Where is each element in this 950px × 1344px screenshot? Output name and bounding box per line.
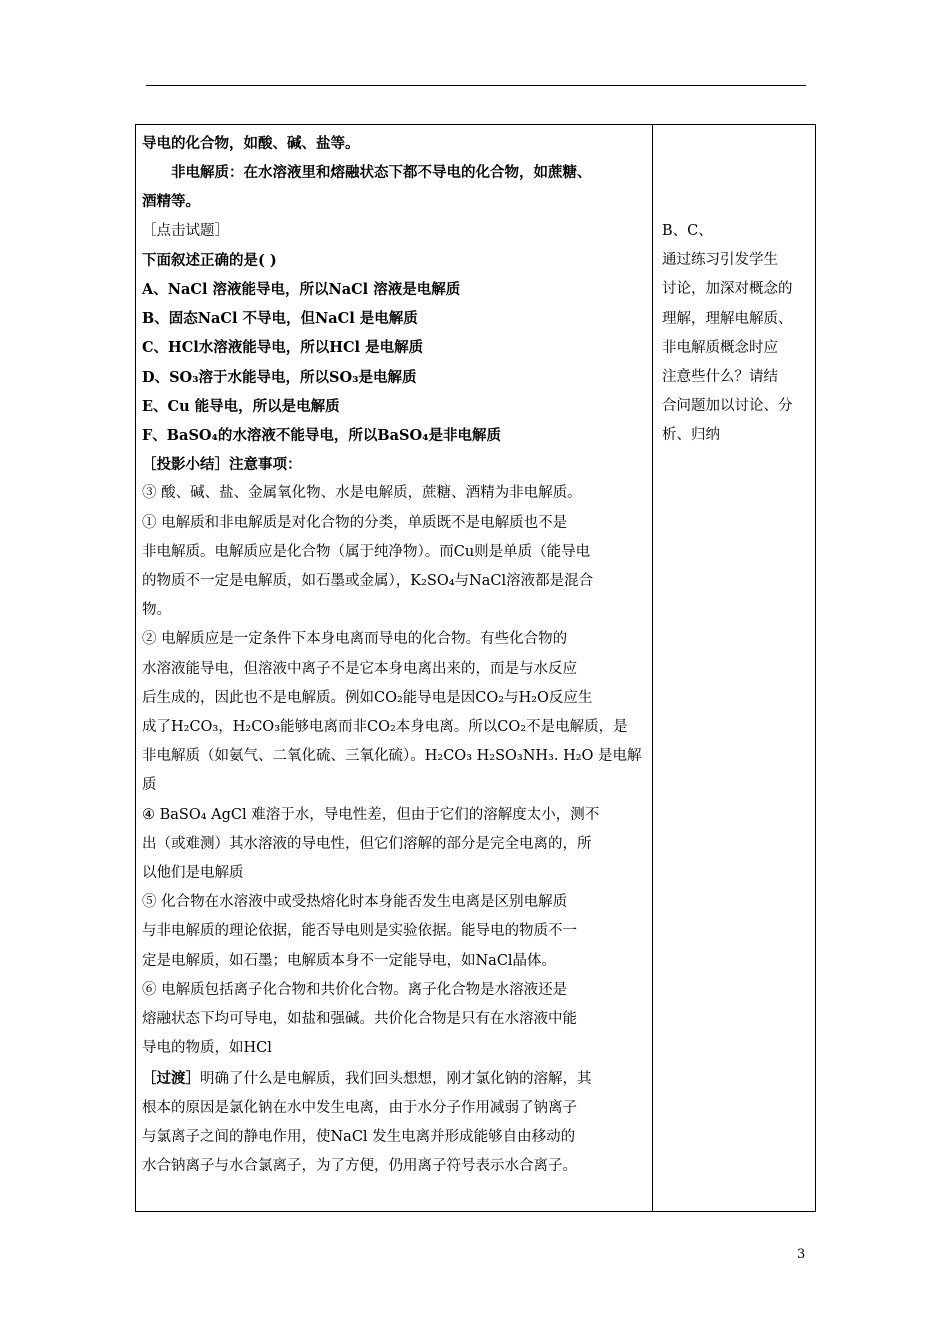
line-text: 明确了什么是电解质，我们回头想想，刚才氯化钠的溶解，其	[200, 1070, 592, 1087]
lesson-table	[135, 124, 816, 1212]
text-line	[142, 246, 646, 275]
line-text: ① 电解质和非电解质是对化合物的分类，单质既不是电解质也不是	[142, 514, 568, 531]
text-line	[142, 187, 646, 216]
text-line	[142, 1064, 646, 1094]
line-text: 水合钠离子与水合氯离子，为了方便，仍用离子符号表示水合离子。	[142, 1158, 577, 1175]
note-line: B、C、	[662, 223, 713, 239]
text-line	[142, 713, 646, 742]
note-line: 非电解质概念时应	[662, 339, 778, 356]
text-line	[142, 625, 646, 654]
text-line	[142, 479, 646, 508]
line-text: 酒精等。	[142, 193, 200, 211]
line-text: 导电的化合物，如酸、碱、盐等。	[142, 135, 360, 152]
line-text: 物。	[142, 602, 171, 619]
text-line	[142, 655, 646, 684]
section-tag: ［过渡］	[142, 1069, 200, 1087]
note-line: 合问题加以讨论、分	[662, 398, 793, 415]
text-line	[142, 947, 646, 976]
text-line	[142, 1005, 646, 1034]
text-line	[142, 158, 646, 187]
line-text: 与氯离子之间的静电作用，使NaCl 发生电离并形成能够自由移动的	[142, 1128, 576, 1145]
text-line	[142, 801, 646, 830]
notes-column	[662, 217, 814, 451]
text-line	[142, 684, 646, 713]
text-line	[142, 976, 646, 1005]
line-text: 非电解质（如氨气、二氧化硫、三氧化硫）。H₂CO₃ H₂SO₃NH₃. H₂O 是电解	[142, 748, 642, 765]
line-text: 根本的原因是氯化钠在水中发生电离，由于水分子作用减弱了钠离子	[142, 1099, 577, 1116]
line-text: 出（或难测）其水溶液的导电性，但它们溶解的部分是完全电离的，所	[142, 835, 592, 852]
line-text: 以他们是电解质	[142, 865, 244, 882]
text-line	[142, 304, 646, 333]
line-text: 成了H₂CO₃，H₂CO₃能够电离而非CO₂本身电离。所以CO₂不是电解质，是	[142, 719, 628, 736]
text-line	[142, 509, 646, 538]
line-text: D、SO₃溶于水能导电，所以SO₃是电解质	[142, 368, 417, 386]
note-line: 析、归纳	[662, 427, 720, 444]
text-line	[142, 333, 646, 362]
text-line	[142, 538, 646, 567]
page-number: 3	[797, 1247, 806, 1262]
line-text: B、固态NaCl 不导电，但NaCl 是电解质	[142, 310, 418, 328]
text-line	[142, 771, 646, 800]
line-text: F、BaSO₄的水溶液不能导电，所以BaSO₄是非电解质	[142, 427, 502, 445]
note-line: 理解，理解电解质、	[662, 310, 793, 327]
text-line	[142, 392, 646, 421]
line-text: 定是电解质，如石墨；电解质本身不一定能导电，如NaCl晶体。	[142, 952, 557, 969]
text-line	[142, 275, 646, 304]
text-line	[142, 217, 646, 246]
line-text: ［投影小结］注意事项：	[142, 456, 302, 474]
text-line	[142, 859, 646, 888]
line-text: 导电的物质，如HCl	[142, 1040, 272, 1057]
main-content-column	[142, 129, 646, 1181]
line-text: 非电解质。电解质应是化合物（属于纯净物）。而Cu则是单质（能导电	[142, 543, 591, 560]
note-line: 注意些什么？请结	[662, 369, 778, 386]
text-line	[142, 1094, 646, 1123]
line-text: ⑥ 电解质包括离子化合物和共价化合物。离子化合物是水溶液还是	[142, 981, 568, 998]
text-line	[142, 1123, 646, 1152]
line-text: 与非电解质的理论依据，能否导电则是实验依据。能导电的物质不一	[142, 923, 577, 940]
line-text: C、HCl水溶液能导电，所以HCl 是电解质	[142, 339, 424, 357]
header-rule	[146, 85, 806, 86]
text-line	[142, 1152, 646, 1181]
line-text: 非电解质：在水溶液里和熔融状态下都不导电的化合物，如蔗糖、	[171, 164, 592, 182]
line-text: ⑤ 化合物在水溶液中或受热熔化时本身能否发生电离是区别电解质	[142, 894, 568, 911]
text-line	[142, 450, 646, 479]
text-line	[142, 888, 646, 917]
column-divider	[652, 125, 653, 1211]
text-line	[142, 596, 646, 625]
line-text: 水溶液能导电，但溶液中离子不是它本身电离出来的，而是与水反应	[142, 660, 577, 677]
note-line: 讨论，加深对概念的	[662, 281, 793, 298]
line-text: 质	[142, 777, 157, 794]
text-line	[142, 917, 646, 946]
text-line	[142, 421, 646, 450]
line-text: ④ BaSO₄ AgCl 难溶于水，导电性差，但由于它们的溶解度太小，测不	[142, 806, 600, 823]
text-line	[142, 742, 646, 771]
note-line: 通过练习引发学生	[662, 252, 778, 269]
line-text: E、Cu 能导电，所以是电解质	[142, 397, 340, 415]
text-line	[142, 1034, 646, 1063]
line-text: 后生成的，因此也不是电解质。例如CO₂能导电是因CO₂与H₂O反应生	[142, 689, 593, 706]
line-text: 熔融状态下均可导电，如盐和强碱。共价化合物是只有在水溶液中能	[142, 1011, 577, 1028]
text-line	[142, 567, 646, 596]
line-text: ② 电解质应是一定条件下本身电离而导电的化合物。有些化合物的	[142, 631, 568, 648]
line-text: 的物质不一定是电解质，如石墨或金属），K₂SO₄与NaCl溶液都是混合	[142, 573, 594, 590]
text-line	[142, 363, 646, 392]
text-line	[142, 129, 646, 158]
line-text: 下面叙述正确的是( )	[142, 251, 277, 269]
line-text: ③ 酸、碱、盐、金属氧化物、水是电解质，蔗糖、酒精为非电解质。	[142, 485, 582, 502]
text-line	[142, 830, 646, 859]
line-text: A、NaCl 溶液能导电，所以NaCl 溶液是电解质	[142, 281, 461, 299]
line-text: ［点击试题］	[142, 222, 229, 239]
